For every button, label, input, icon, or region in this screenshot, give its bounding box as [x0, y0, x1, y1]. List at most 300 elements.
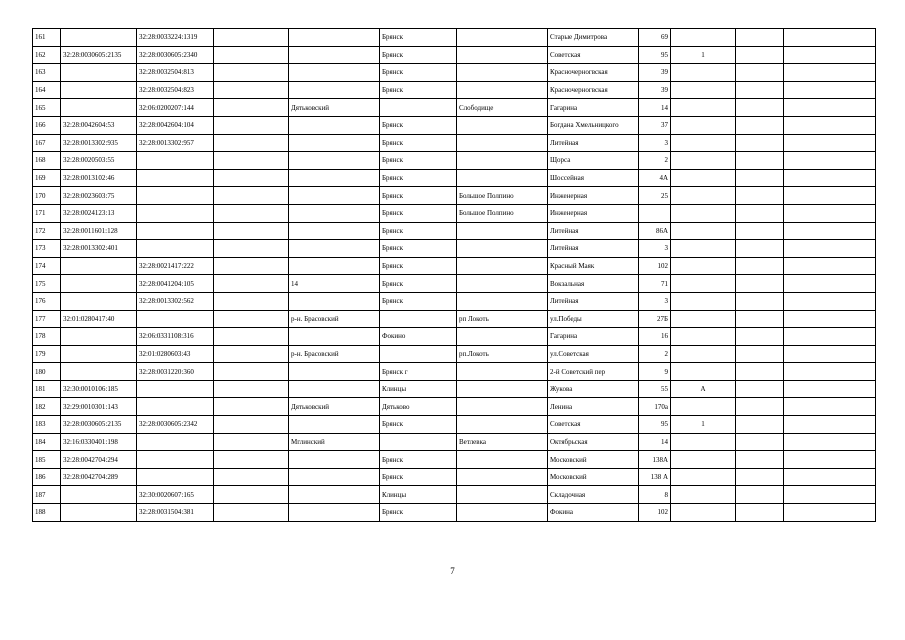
city-cell: Брянск [380, 134, 457, 152]
street-cell: Литейная [548, 134, 639, 152]
row-number-cell: 187 [33, 486, 61, 504]
cadastral-number-cell: 32:16:0330401:198 [61, 433, 137, 451]
street-cell: Фокина [548, 504, 639, 522]
city-cell: Клинцы [380, 380, 457, 398]
apartment-cell [736, 187, 784, 205]
row-number-cell: 167 [33, 134, 61, 152]
cadastral-number-2-cell: 32:28:0032504:813 [137, 64, 214, 82]
apartment-cell [736, 64, 784, 82]
city-cell: Брянск [380, 187, 457, 205]
row-number-cell: 164 [33, 81, 61, 99]
city-cell: Дятьково [380, 398, 457, 416]
district-cell [289, 46, 380, 64]
locality-cell [457, 398, 548, 416]
table-row [33, 275, 876, 293]
cadastral-number-2-cell: 32:28:0033224:1319 [137, 29, 214, 47]
cadastral-number-cell [61, 504, 137, 522]
table-row [33, 292, 876, 310]
row-number-cell: 163 [33, 64, 61, 82]
city-cell: Брянск [380, 257, 457, 275]
reserved-cell [214, 29, 289, 47]
street-cell: Инженерная [548, 187, 639, 205]
street-cell: Литейная [548, 240, 639, 258]
locality-cell [457, 46, 548, 64]
house-cell: 71 [639, 275, 671, 293]
cadastral-number-2-cell: 32:01:0280603:43 [137, 345, 214, 363]
street-cell: Вокзальная [548, 275, 639, 293]
street-cell: Ленина [548, 398, 639, 416]
row-number-cell: 181 [33, 380, 61, 398]
city-cell: Брянск [380, 292, 457, 310]
cadastral-number-cell: 32:28:0023603:75 [61, 187, 137, 205]
cadastral-number-2-cell [137, 451, 214, 469]
table-row [33, 240, 876, 258]
table-row [33, 99, 876, 117]
note-cell [784, 64, 876, 82]
locality-cell: Слободище [457, 99, 548, 117]
apartment-cell [736, 380, 784, 398]
row-number-cell: 170 [33, 187, 61, 205]
cadastral-number-cell [61, 29, 137, 47]
building-cell [671, 363, 736, 381]
city-cell: Брянск [380, 152, 457, 170]
street-cell: Московский [548, 451, 639, 469]
locality-cell [457, 292, 548, 310]
building-cell [671, 310, 736, 328]
city-cell: Фокино [380, 328, 457, 346]
city-cell: Брянск [380, 275, 457, 293]
table-row [33, 433, 876, 451]
cadastral-number-cell: 32:28:0042704:294 [61, 451, 137, 469]
locality-cell [457, 29, 548, 47]
house-cell [639, 204, 671, 222]
note-cell [784, 46, 876, 64]
reserved-cell [214, 451, 289, 469]
apartment-cell [736, 328, 784, 346]
row-number-cell: 182 [33, 398, 61, 416]
note-cell [784, 416, 876, 434]
note-cell [784, 451, 876, 469]
building-cell [671, 81, 736, 99]
street-cell: Жукова [548, 380, 639, 398]
house-cell: 170а [639, 398, 671, 416]
building-cell [671, 99, 736, 117]
street-cell: Красный Маяк [548, 257, 639, 275]
building-cell [671, 433, 736, 451]
street-cell: Складочная [548, 486, 639, 504]
table-row [33, 310, 876, 328]
cadastral-number-cell: 32:28:0013302:401 [61, 240, 137, 258]
house-cell: 102 [639, 504, 671, 522]
city-cell: Брянск [380, 116, 457, 134]
district-cell [289, 416, 380, 434]
district-cell [289, 187, 380, 205]
cadastral-number-cell [61, 486, 137, 504]
cadastral-number-cell: 32:28:0030605:2135 [61, 46, 137, 64]
reserved-cell [214, 64, 289, 82]
table-row [33, 29, 876, 47]
building-cell [671, 64, 736, 82]
building-cell [671, 222, 736, 240]
building-cell: А [671, 380, 736, 398]
row-number-cell: 183 [33, 416, 61, 434]
apartment-cell [736, 46, 784, 64]
row-number-cell: 166 [33, 116, 61, 134]
house-cell: 14 [639, 99, 671, 117]
house-cell: 8 [639, 486, 671, 504]
apartment-cell [736, 240, 784, 258]
district-cell: Дятьковский [289, 99, 380, 117]
note-cell [784, 310, 876, 328]
note-cell [784, 345, 876, 363]
cadastral-number-cell: 32:28:0042604:53 [61, 116, 137, 134]
reserved-cell [214, 363, 289, 381]
locality-cell: Ветлевка [457, 433, 548, 451]
house-cell: 39 [639, 64, 671, 82]
apartment-cell [736, 29, 784, 47]
building-cell [671, 187, 736, 205]
cadastral-number-2-cell [137, 240, 214, 258]
cadastral-number-cell: 32:28:0013302:935 [61, 134, 137, 152]
locality-cell [457, 416, 548, 434]
building-cell [671, 204, 736, 222]
house-cell: 16 [639, 328, 671, 346]
street-cell: Советская [548, 46, 639, 64]
apartment-cell [736, 486, 784, 504]
street-cell: Инженерная [548, 204, 639, 222]
building-cell [671, 468, 736, 486]
cadastral-number-2-cell [137, 187, 214, 205]
street-cell: ул.Победы [548, 310, 639, 328]
row-number-cell: 177 [33, 310, 61, 328]
house-cell: 95 [639, 46, 671, 64]
city-cell: Брянск [380, 468, 457, 486]
building-cell [671, 398, 736, 416]
note-cell [784, 240, 876, 258]
row-number-cell: 174 [33, 257, 61, 275]
district-cell [289, 504, 380, 522]
table-row [33, 46, 876, 64]
note-cell [784, 222, 876, 240]
building-cell [671, 345, 736, 363]
building-cell [671, 240, 736, 258]
apartment-cell [736, 398, 784, 416]
district-cell [289, 81, 380, 99]
reserved-cell [214, 222, 289, 240]
district-cell [289, 152, 380, 170]
apartment-cell [736, 345, 784, 363]
reserved-cell [214, 310, 289, 328]
locality-cell [457, 116, 548, 134]
locality-cell [457, 240, 548, 258]
table-body [33, 29, 876, 522]
city-cell: Брянск [380, 451, 457, 469]
locality-cell [457, 222, 548, 240]
row-number-cell: 171 [33, 204, 61, 222]
note-cell [784, 134, 876, 152]
district-cell [289, 363, 380, 381]
table-row [33, 169, 876, 187]
note-cell [784, 257, 876, 275]
district-cell [289, 328, 380, 346]
cadastral-number-cell: 32:28:0013102:46 [61, 169, 137, 187]
apartment-cell [736, 363, 784, 381]
locality-cell: рп.Локоть [457, 345, 548, 363]
building-cell [671, 116, 736, 134]
city-cell: Брянск [380, 169, 457, 187]
reserved-cell [214, 257, 289, 275]
table-row [33, 134, 876, 152]
table-row [33, 345, 876, 363]
cadastral-number-2-cell: 32:28:0021417:222 [137, 257, 214, 275]
cadastral-number-2-cell: 32:28:0030605:2342 [137, 416, 214, 434]
cadastral-number-2-cell: 32:28:0013302:562 [137, 292, 214, 310]
reserved-cell [214, 345, 289, 363]
district-cell: 14 [289, 275, 380, 293]
apartment-cell [736, 504, 784, 522]
city-cell [380, 310, 457, 328]
note-cell [784, 275, 876, 293]
locality-cell [457, 504, 548, 522]
table-row [33, 257, 876, 275]
house-cell: 27Б [639, 310, 671, 328]
cadastral-number-2-cell [137, 204, 214, 222]
cadastral-number-cell [61, 275, 137, 293]
locality-cell [457, 152, 548, 170]
locality-cell [457, 363, 548, 381]
cadastral-number-cell: 32:01:0280417:40 [61, 310, 137, 328]
city-cell: Брянск [380, 29, 457, 47]
street-cell: Московский [548, 468, 639, 486]
district-cell: Дятьковский [289, 398, 380, 416]
city-cell: Брянск [380, 204, 457, 222]
cadastral-number-cell [61, 257, 137, 275]
reserved-cell [214, 398, 289, 416]
house-cell: 25 [639, 187, 671, 205]
house-cell: 4А [639, 169, 671, 187]
district-cell [289, 257, 380, 275]
row-number-cell: 184 [33, 433, 61, 451]
locality-cell [457, 380, 548, 398]
reserved-cell [214, 380, 289, 398]
district-cell: Мглинский [289, 433, 380, 451]
row-number-cell: 172 [33, 222, 61, 240]
cadastral-number-cell: 32:28:0024123:13 [61, 204, 137, 222]
city-cell: Брянск г [380, 363, 457, 381]
district-cell [289, 222, 380, 240]
city-cell: Брянск [380, 46, 457, 64]
locality-cell [457, 275, 548, 293]
house-cell: 2 [639, 152, 671, 170]
row-number-cell: 175 [33, 275, 61, 293]
house-cell: 86А [639, 222, 671, 240]
row-number-cell: 169 [33, 169, 61, 187]
apartment-cell [736, 451, 784, 469]
building-cell [671, 486, 736, 504]
apartment-cell [736, 169, 784, 187]
city-cell [380, 345, 457, 363]
street-cell: Гагарина [548, 328, 639, 346]
reserved-cell [214, 416, 289, 434]
note-cell [784, 380, 876, 398]
district-cell [289, 204, 380, 222]
city-cell: Брянск [380, 504, 457, 522]
building-cell [671, 257, 736, 275]
house-cell: 69 [639, 29, 671, 47]
district-cell [289, 64, 380, 82]
locality-cell [457, 328, 548, 346]
reserved-cell [214, 275, 289, 293]
note-cell [784, 504, 876, 522]
district-cell [289, 169, 380, 187]
cadastral-number-2-cell: 32:30:0020607:165 [137, 486, 214, 504]
house-cell: 9 [639, 363, 671, 381]
table-row [33, 380, 876, 398]
table-row [33, 187, 876, 205]
street-cell: Октябрьская [548, 433, 639, 451]
city-cell: Брянск [380, 240, 457, 258]
reserved-cell [214, 433, 289, 451]
table-row [33, 152, 876, 170]
row-number-cell: 173 [33, 240, 61, 258]
row-number-cell: 179 [33, 345, 61, 363]
locality-cell: рп Локоть [457, 310, 548, 328]
cadastral-number-2-cell [137, 433, 214, 451]
district-cell: р-н. Брасовский [289, 310, 380, 328]
building-cell [671, 169, 736, 187]
locality-cell [457, 468, 548, 486]
cadastral-number-cell [61, 64, 137, 82]
city-cell: Брянск [380, 222, 457, 240]
cadastral-number-cell [61, 345, 137, 363]
street-cell: ул.Советская [548, 345, 639, 363]
locality-cell [457, 169, 548, 187]
building-cell [671, 328, 736, 346]
note-cell [784, 152, 876, 170]
city-cell: Брянск [380, 64, 457, 82]
building-cell [671, 292, 736, 310]
house-cell: 95 [639, 416, 671, 434]
house-cell: 55 [639, 380, 671, 398]
cadastral-number-cell: 32:28:0020503:55 [61, 152, 137, 170]
street-cell: Богдана Хмельницкого [548, 116, 639, 134]
locality-cell [457, 257, 548, 275]
note-cell [784, 468, 876, 486]
district-cell [289, 29, 380, 47]
house-cell: 138А [639, 451, 671, 469]
row-number-cell: 178 [33, 328, 61, 346]
apartment-cell [736, 257, 784, 275]
street-cell: Красночерногвская [548, 64, 639, 82]
district-cell [289, 468, 380, 486]
reserved-cell [214, 292, 289, 310]
locality-cell: Большое Полпино [457, 187, 548, 205]
row-number-cell: 165 [33, 99, 61, 117]
cadastral-number-cell: 32:28:0011601:128 [61, 222, 137, 240]
table-row [33, 204, 876, 222]
table-row [33, 468, 876, 486]
note-cell [784, 99, 876, 117]
cadastral-number-cell: 32:28:0042704:289 [61, 468, 137, 486]
apartment-cell [736, 81, 784, 99]
street-cell: Красночерногвская [548, 81, 639, 99]
house-cell: 102 [639, 257, 671, 275]
district-cell [289, 292, 380, 310]
note-cell [784, 398, 876, 416]
table-row [33, 398, 876, 416]
reserved-cell [214, 81, 289, 99]
table-row [33, 486, 876, 504]
note-cell [784, 204, 876, 222]
cadastral-number-2-cell [137, 468, 214, 486]
table-row [33, 451, 876, 469]
note-cell [784, 116, 876, 134]
row-number-cell: 161 [33, 29, 61, 47]
note-cell [784, 328, 876, 346]
building-cell [671, 29, 736, 47]
district-cell [289, 240, 380, 258]
locality-cell: Большое Полпино [457, 204, 548, 222]
table-row [33, 504, 876, 522]
row-number-cell: 162 [33, 46, 61, 64]
cadastral-number-2-cell: 32:28:0042604:104 [137, 116, 214, 134]
cadastral-number-cell [61, 81, 137, 99]
street-cell: Гагарина [548, 99, 639, 117]
reserved-cell [214, 134, 289, 152]
building-cell: 1 [671, 416, 736, 434]
street-cell: Щорса [548, 152, 639, 170]
row-number-cell: 176 [33, 292, 61, 310]
district-cell [289, 116, 380, 134]
cadastral-number-2-cell: 32:28:0030605:2340 [137, 46, 214, 64]
table-row [33, 328, 876, 346]
district-cell [289, 486, 380, 504]
house-cell: 3 [639, 240, 671, 258]
table-row [33, 116, 876, 134]
note-cell [784, 81, 876, 99]
reserved-cell [214, 116, 289, 134]
cadastral-number-cell [61, 328, 137, 346]
cadastral-number-cell [61, 292, 137, 310]
cadastral-number-cell: 32:29:0010301:143 [61, 398, 137, 416]
district-cell [289, 134, 380, 152]
street-cell: Литейная [548, 292, 639, 310]
locality-cell [457, 134, 548, 152]
note-cell [784, 169, 876, 187]
locality-cell [457, 64, 548, 82]
note-cell [784, 433, 876, 451]
building-cell [671, 275, 736, 293]
building-cell [671, 504, 736, 522]
locality-cell [457, 81, 548, 99]
table-row [33, 363, 876, 381]
district-cell [289, 380, 380, 398]
building-cell [671, 134, 736, 152]
row-number-cell: 188 [33, 504, 61, 522]
reserved-cell [214, 504, 289, 522]
cadastral-number-2-cell: 32:28:0031220:360 [137, 363, 214, 381]
apartment-cell [736, 310, 784, 328]
cadastral-number-2-cell: 32:06:0331108:316 [137, 328, 214, 346]
cadastral-number-cell: 32:28:0030605:2135 [61, 416, 137, 434]
note-cell [784, 486, 876, 504]
cadastral-number-2-cell: 32:06:0200207:144 [137, 99, 214, 117]
city-cell [380, 99, 457, 117]
apartment-cell [736, 222, 784, 240]
reserved-cell [214, 328, 289, 346]
cadastral-number-cell [61, 363, 137, 381]
locality-cell [457, 451, 548, 469]
